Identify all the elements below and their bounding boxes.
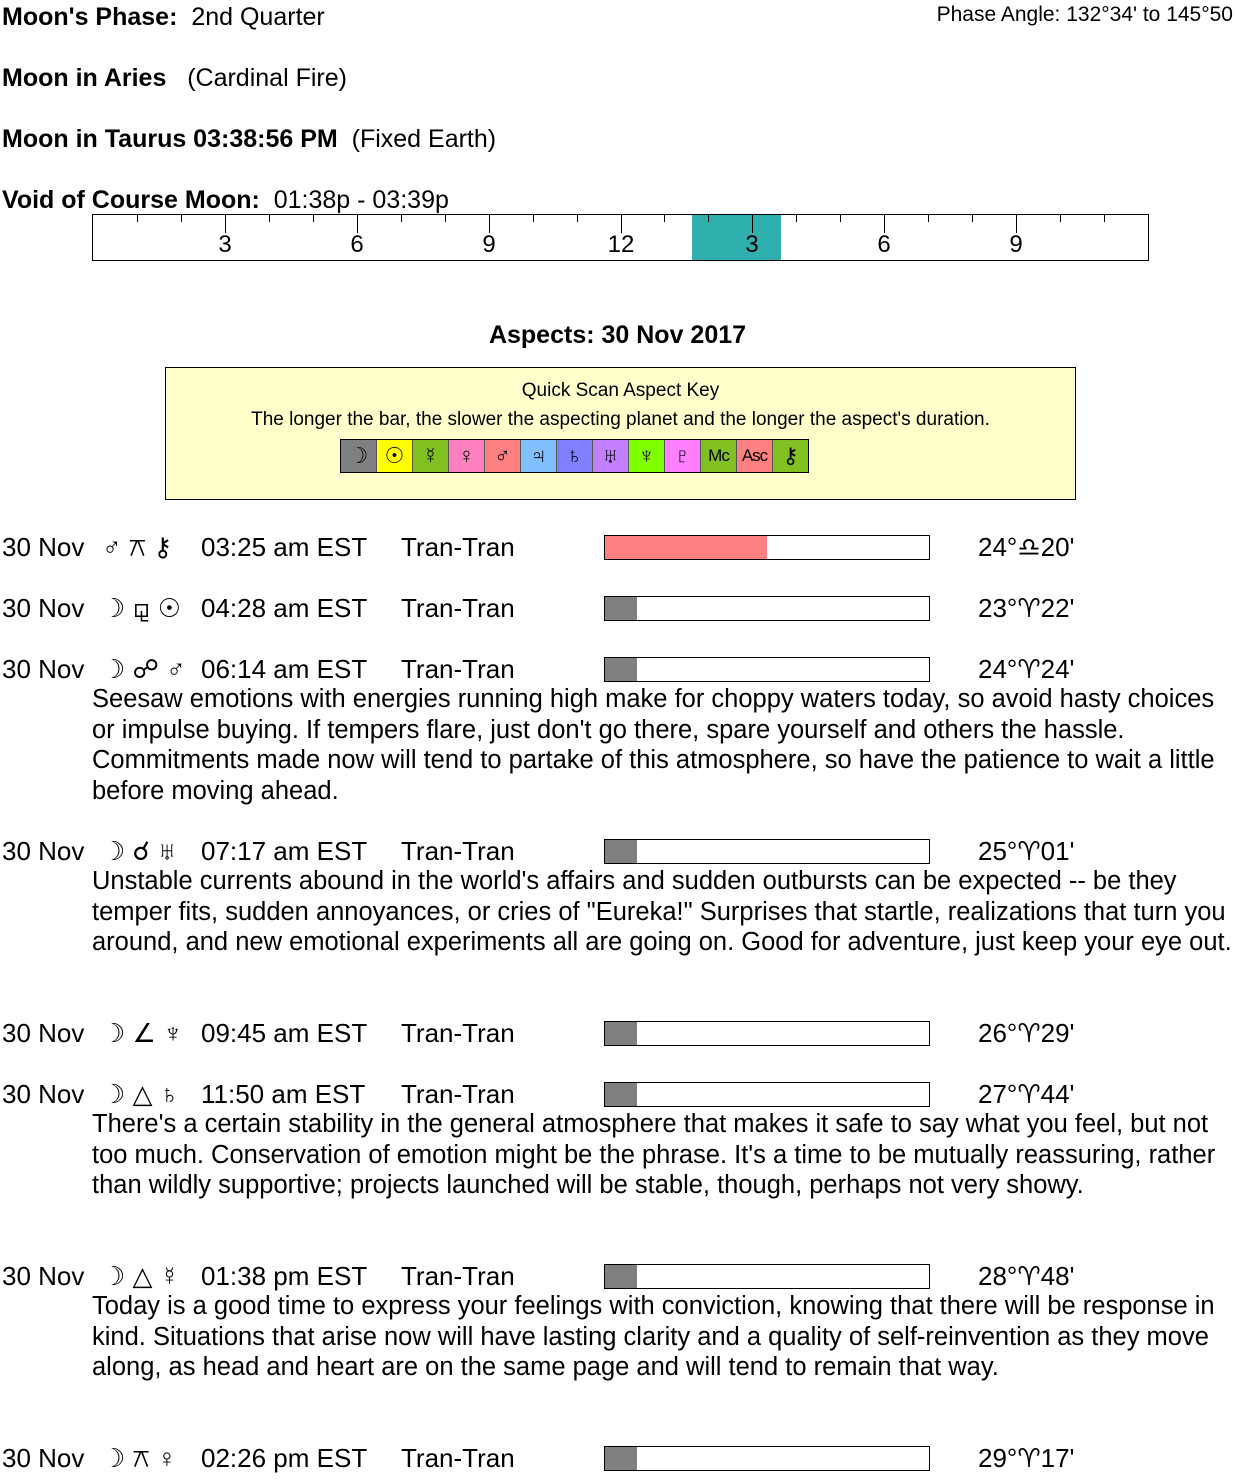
aspect-duration-fill xyxy=(605,1083,637,1106)
aspect-position: 23°♈22' xyxy=(978,593,1075,623)
aspect-duration-bar xyxy=(604,596,930,621)
aspect-duration-bar xyxy=(604,1082,930,1107)
moon-phase-label: Moon's Phase: xyxy=(2,3,178,31)
aspect-date: 30 Nov xyxy=(2,836,85,866)
aspect-time: 01:38 pm EST xyxy=(201,1261,368,1291)
aspect-duration-bar xyxy=(604,1264,930,1289)
timeline-tick xyxy=(840,215,841,222)
aspect-type: Tran-Tran xyxy=(401,532,515,562)
key-swatch-mars-icon: ♂ xyxy=(485,440,521,472)
moon-sign-line-1 xyxy=(2,63,347,93)
aspect-position: 29°♈17' xyxy=(978,1443,1075,1473)
aspect-time: 11:50 am EST xyxy=(201,1079,366,1109)
timeline-tick xyxy=(1104,215,1105,222)
aspect-symbols: ☽ △ ☿ xyxy=(102,1261,180,1291)
aspect-type: Tran-Tran xyxy=(401,1261,515,1291)
key-swatch-moon-icon: ☽ xyxy=(341,440,377,472)
voc-value: 01:38p - 03:39p xyxy=(273,186,449,214)
aspect-duration-fill xyxy=(605,597,637,620)
key-swatch-midheaven-icon: Mc xyxy=(701,440,737,472)
aspect-duration-fill xyxy=(605,1447,637,1470)
timeline-hour-label: 3 xyxy=(218,231,232,258)
aspect-date: 30 Nov xyxy=(2,654,85,684)
aspect-duration-bar xyxy=(604,1021,930,1046)
aspect-time: 09:45 am EST xyxy=(201,1018,368,1048)
phase-angle: Phase Angle: 132°34' to 145°50 xyxy=(936,3,1233,26)
moon-sign-2-label: Moon in Taurus 03:38:56 PM xyxy=(2,125,338,153)
aspect-position: 25°♈01' xyxy=(978,836,1075,866)
timeline-tick xyxy=(796,215,797,222)
aspect-date: 30 Nov xyxy=(2,1443,85,1473)
key-swatch-neptune-icon: ♆ xyxy=(629,440,665,472)
timeline-tick xyxy=(533,215,534,222)
aspect-symbols: ☽ △ ♄ xyxy=(102,1079,180,1109)
aspect-description: Today is a good time to express your feelings with conviction, knowing that there will be response in kind. Situations that arise now will have lasting clarity and a quality of self-reinvention as they move along, as head and heart are on the same page and will tend to remain that way. xyxy=(92,1292,1215,1381)
moon-sign-1-label: Moon in Aries xyxy=(2,64,167,92)
timeline-hour-label: 9 xyxy=(482,231,496,258)
key-swatch-saturn-icon: ♄ xyxy=(557,440,593,472)
moon-sign-line-2 xyxy=(2,124,496,154)
moon-phase-line xyxy=(2,2,325,32)
aspect-time: 07:17 am EST xyxy=(201,836,368,866)
voc-label: Void of Course Moon: xyxy=(2,186,260,214)
aspect-type: Tran-Tran xyxy=(401,1443,515,1473)
key-swatch-uranus-icon: ♅ xyxy=(593,440,629,472)
aspect-time: 06:14 am EST xyxy=(201,654,368,684)
aspect-time: 04:28 am EST xyxy=(201,593,368,623)
aspect-type: Tran-Tran xyxy=(401,593,515,623)
timeline-tick xyxy=(664,215,665,222)
timeline-hour-label: 12 xyxy=(607,231,635,258)
timeline-hour-label: 9 xyxy=(1009,231,1023,258)
aspect-type: Tran-Tran xyxy=(401,1018,515,1048)
void-of-course-timeline xyxy=(92,214,1149,261)
timeline-hour-label: 6 xyxy=(877,231,891,258)
aspect-date: 30 Nov xyxy=(2,1079,85,1109)
aspect-date: 30 Nov xyxy=(2,1261,85,1291)
key-subtitle: The longer the bar, the slower the aspecting planet and the longer the aspect's duration. xyxy=(251,409,990,430)
key-swatch-jupiter-icon: ♃ xyxy=(521,440,557,472)
moon-sign-2-element: (Fixed Earth) xyxy=(351,125,497,153)
key-swatch-ascendant-icon: Asc xyxy=(737,440,773,472)
key-title: Quick Scan Aspect Key xyxy=(521,380,720,401)
void-of-course-line xyxy=(2,185,449,215)
moon-sign-1-element: (Cardinal Fire) xyxy=(187,64,347,92)
aspect-symbols: ☽ ☌ ♅ xyxy=(102,836,177,866)
aspect-date: 30 Nov xyxy=(2,593,85,623)
aspect-description: There's a certain stability in the general atmosphere that makes it safe to say what you feel, but not too much. Conservation of emotion might be the phrase. It's a time to be mutually reassuring, rather than wildly supportive; projects launched will be stable, though, perhaps not very showy. xyxy=(92,1110,1216,1199)
aspect-symbols: ☽ ∠ ♆ xyxy=(102,1018,183,1048)
timeline-tick xyxy=(972,215,973,222)
aspect-date: 30 Nov xyxy=(2,1018,85,1048)
aspect-duration-bar xyxy=(604,535,930,560)
aspect-symbols: ☽ ⚼ ☉ xyxy=(102,593,182,623)
aspect-duration-bar xyxy=(604,839,930,864)
aspect-duration-bar xyxy=(604,657,930,682)
aspect-duration-fill xyxy=(605,840,637,863)
aspect-duration-bar xyxy=(604,1446,930,1471)
aspect-description: Seesaw emotions with energies running high make for choppy waters today, so avoid hasty choices or impulse buying. If tempers flare, just don't go there, spare yourself and others the hassle. Commitments made now will tend to partake of this atmosphere, so have the patience to wait a little before moving ahead. xyxy=(92,685,1215,805)
quick-scan-aspect-key xyxy=(165,367,1076,500)
aspect-position: 24°♈24' xyxy=(978,654,1075,684)
timeline-tick xyxy=(181,215,182,222)
aspect-symbols: ☽ ⚻ ♀ xyxy=(102,1443,177,1473)
aspect-symbols: ♂ ⚻ ⚷ xyxy=(102,532,173,562)
aspect-position: 24°♎20' xyxy=(978,532,1075,562)
timeline-tick xyxy=(1060,215,1061,222)
aspect-time: 02:26 pm EST xyxy=(201,1443,368,1473)
void-of-course-block xyxy=(692,215,781,260)
aspect-description: Unstable currents abound in the world's affairs and sudden outbursts can be expected -- be they temper fits, sudden annoyances, or cries of "Eureka!" Surprises that startle, realizations that turn you around, and new emotional experiments all are going on. Good for adventure, just keep your eye out. xyxy=(92,867,1232,956)
moon-phase-value: 2nd Quarter xyxy=(191,3,325,31)
timeline-tick xyxy=(269,215,270,222)
aspect-time: 03:25 am EST xyxy=(201,532,368,562)
aspects-title: Aspects: 30 Nov 2017 xyxy=(488,321,747,349)
timeline-tick xyxy=(445,215,446,222)
aspect-date: 30 Nov xyxy=(2,532,85,562)
timeline-tick xyxy=(137,215,138,222)
aspect-position: 26°♈29' xyxy=(978,1018,1075,1048)
aspect-type: Tran-Tran xyxy=(401,654,515,684)
timeline-hour-label: 3 xyxy=(745,231,759,258)
timeline-tick xyxy=(401,215,402,222)
aspect-position: 27°♈44' xyxy=(978,1079,1075,1109)
key-swatch-venus-icon: ♀ xyxy=(449,440,485,472)
aspect-symbols: ☽ ☍ ♂ xyxy=(102,654,186,684)
aspect-position: 28°♈48' xyxy=(978,1261,1075,1291)
timeline-tick xyxy=(577,215,578,222)
aspect-type: Tran-Tran xyxy=(401,1079,515,1109)
timeline-hour-label: 6 xyxy=(350,231,364,258)
key-swatch-sun-icon: ☉ xyxy=(377,440,413,472)
aspect-duration-fill xyxy=(605,536,767,559)
timeline-tick xyxy=(708,215,709,222)
aspect-duration-fill xyxy=(605,1265,637,1288)
timeline-tick xyxy=(313,215,314,222)
aspect-duration-fill xyxy=(605,1022,637,1045)
aspect-type: Tran-Tran xyxy=(401,836,515,866)
key-swatches xyxy=(340,439,809,473)
timeline-tick xyxy=(928,215,929,222)
key-swatch-mercury-icon: ☿ xyxy=(413,440,449,472)
key-swatch-chiron-icon: ⚷ xyxy=(773,440,808,472)
key-swatch-pluto-icon: ♇ xyxy=(665,440,701,472)
aspect-duration-fill xyxy=(605,658,637,681)
